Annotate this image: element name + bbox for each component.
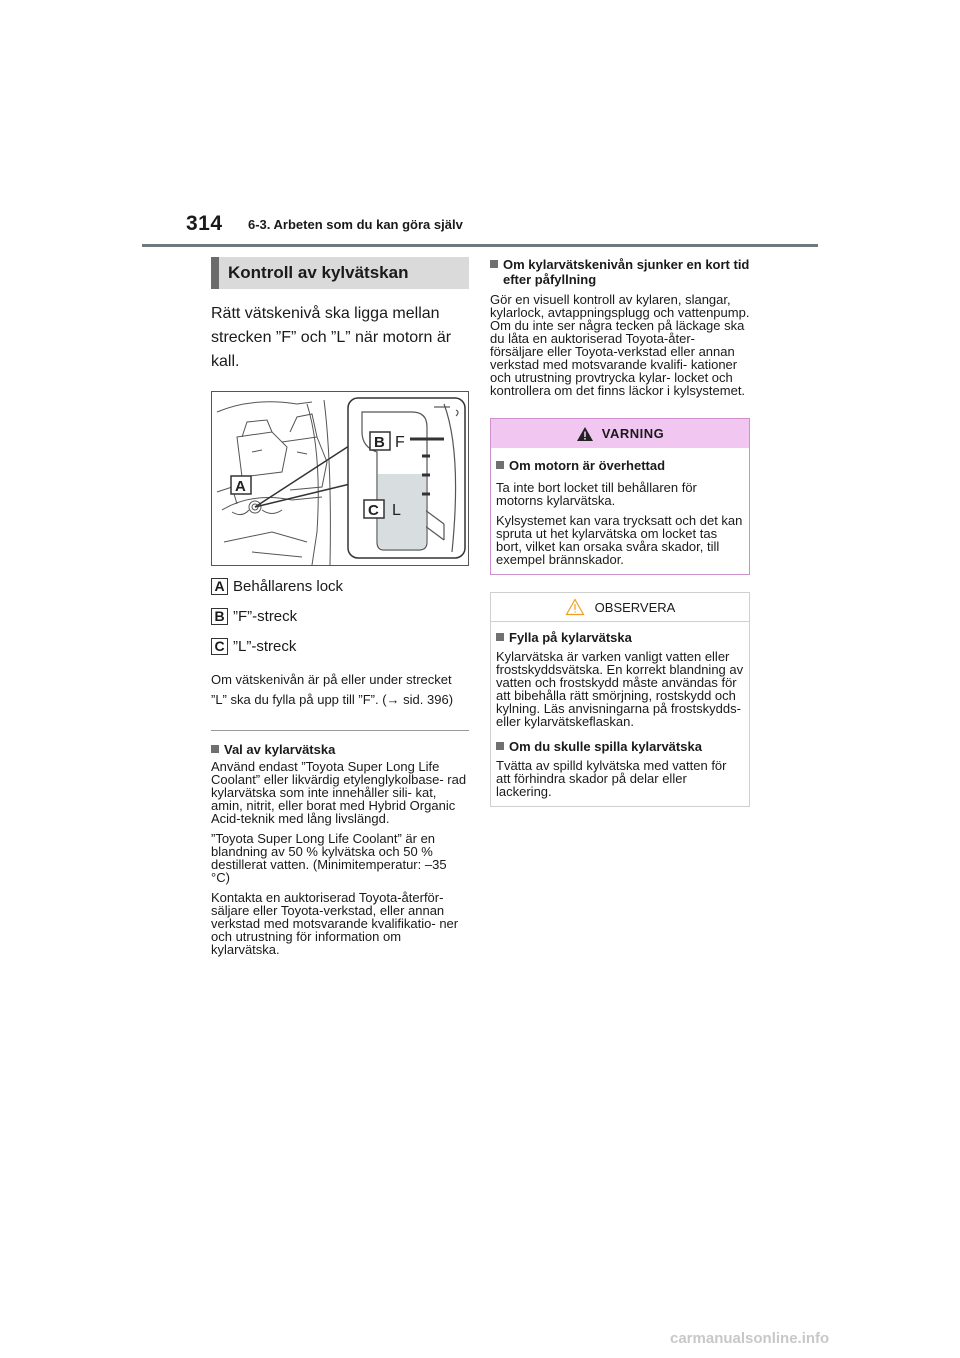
- legend-text: Behållarens lock: [233, 578, 344, 595]
- warning-paragraph: Ta inte bort locket till behållaren för motorns kylarvätska.: [496, 480, 697, 508]
- legend-badge: B: [211, 608, 228, 625]
- figure-mark-f: F: [395, 434, 405, 451]
- notice-label: OBSERVERA: [594, 599, 676, 615]
- notice-header: [491, 593, 749, 622]
- notice-box: [490, 592, 750, 807]
- warning-label: VARNING: [601, 426, 665, 441]
- section-divider: [211, 730, 469, 731]
- watermark: carmanualsonline.info: [670, 1330, 830, 1347]
- coolant-paragraph: ”Toyota Super Long Life Coolant” är en blandning av 50 % kylvätska och 50 % destillerat vatten. (Minimitemperatur: –35 °C): [211, 831, 447, 885]
- legend-badge: A: [211, 578, 228, 595]
- legend-item-a: [211, 577, 469, 596]
- square-bullet-icon: [496, 742, 504, 750]
- figure-mark-l: L: [392, 502, 401, 519]
- notice-heading: Fylla på kylarvätska: [496, 630, 744, 645]
- section-header: 6-3. Arbeten som du kan göra själv: [248, 217, 463, 232]
- section-title: Kontroll av kylvätskan: [211, 257, 469, 289]
- left-column: [211, 257, 469, 956]
- warning-header: [491, 419, 749, 448]
- coolant-choice-heading: Val av kylarvätska: [211, 742, 469, 757]
- right-column: [490, 257, 750, 807]
- page-number: 314: [186, 212, 223, 235]
- engine-illustration: [211, 391, 469, 566]
- caution-triangle-icon: [565, 598, 585, 616]
- notice-heading: Om du skulle spilla kylarvätska: [496, 739, 744, 754]
- legend-item-b: [211, 607, 469, 626]
- engine-illustration-svg: [212, 392, 468, 565]
- figure-label-a: A: [235, 478, 246, 495]
- warning-triangle-icon: [576, 426, 594, 442]
- level-drop-heading: Om kylarvätskenivån sjunker en kort tid efter påfyllning: [490, 257, 750, 287]
- square-bullet-icon: [496, 461, 504, 469]
- header-rule: [142, 244, 818, 247]
- legend-item-c: [211, 637, 469, 656]
- figure-label-b: B: [374, 434, 385, 451]
- square-bullet-icon: [211, 745, 219, 753]
- legend-text: ”L”-streck: [233, 638, 297, 655]
- square-bullet-icon: [490, 260, 498, 268]
- legend-badge: C: [211, 638, 228, 655]
- legend-text: ”F”-streck: [233, 608, 298, 625]
- notice-paragraph: Tvätta av spilld kylvätska med vatten för att förhindra skador på delar eller lackering.: [496, 758, 727, 799]
- notice-paragraph: Kylarvätska är varken vanligt vatten eller frostskyddsvätska. En korrekt blandning av vatten och frostskydd måste användas för att bibehålla rätt smörjning, rostskydd och kylning. Läs anvisningarna på frostskydds- eller kylarvätskeflaskan.: [496, 649, 744, 729]
- warning-heading: Om motorn är överhettad: [496, 458, 744, 473]
- refill-note: Om vätskenivån är på eller under strecket ”L” ska du fylla på upp till ”F”. (→ sid. 396): [211, 672, 454, 707]
- figure-label-c: C: [368, 502, 379, 519]
- warning-box: [490, 418, 750, 575]
- coolant-paragraph: Använd endast ”Toyota Super Long Life Coolant” eller likvärdig etylenglykolbase- rad kylarvätska som inte innehåller sili- kat, amin, nitrit, eller borat med Hybrid Organic Acid-teknik med lång livslängd.: [211, 759, 467, 826]
- warning-paragraph: Kylsystemet kan vara trycksatt och det kan spruta ut het kylarvätska om locket tas bort, vilket kan orsaka svåra skador, till exempel brännskador.: [496, 513, 743, 567]
- warning-body: [491, 448, 749, 574]
- coolant-paragraph: Kontakta en auktoriserad Toyota-återför- säljare eller Toyota-verkstad, eller annan verkstad med motsvarande kvalifikatio- ner och utrustning för information om kylarvätska.: [211, 890, 459, 957]
- notice-body: [491, 622, 749, 806]
- square-bullet-icon: [496, 633, 504, 641]
- level-drop-paragraph: Gör en visuell kontroll av kylaren, slangar, kylarlock, avtappningsplugg och vattenpump. Om du inte ser några tecken på läckage ska du låta en auktoriserad Toyota-åter- försäljare eller Toyota-verkstad eller annan verkstad med motsvarande kvalifi- kationer och utrustning provtrycka kylar- locket och kontrollera om det finns läckor i kylsystemet.: [490, 292, 750, 398]
- intro-text: Rätt vätskenivå ska ligga mellan strecken ”F” och ”L” när motorn är kall.: [211, 305, 452, 370]
